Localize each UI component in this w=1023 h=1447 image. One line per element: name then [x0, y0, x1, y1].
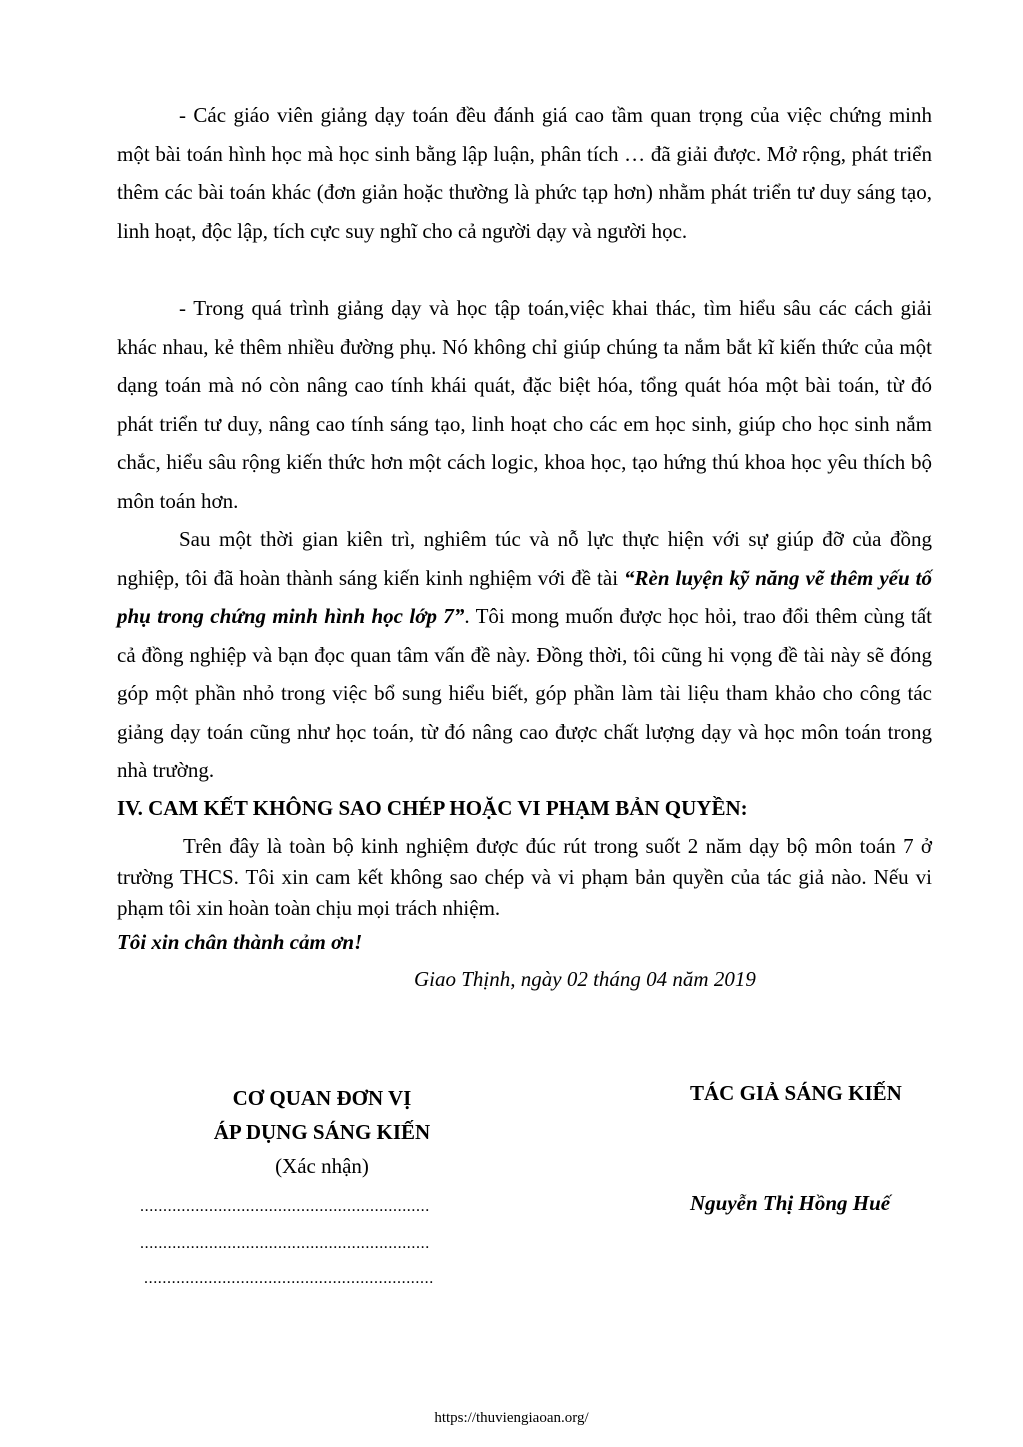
dotted-line-1: ............................................................... — [140, 1198, 430, 1215]
section-heading: IV. CAM KẾT KHÔNG SAO CHÉP HOẶC VI PHẠM BẢN QUYỀN: — [117, 796, 748, 820]
agency-title-line-1: CƠ QUAN ĐƠN VỊ — [232, 1086, 412, 1110]
date-line: Giao Thịnh, ngày 02 tháng 04 năm 2019 — [414, 967, 756, 991]
author-name: Nguyễn Thị Hồng Huế — [690, 1191, 891, 1215]
footer-url: https://thuviengiaoan.org/ — [434, 1410, 589, 1426]
agency-title-line-2: ÁP DỤNG SÁNG KIẾN — [213, 1120, 431, 1144]
paragraph-teaching-process: - Trong quá trình giảng dạy và học tập toán,việc khai thác, tìm hiểu sâu các cách giải khác nhau, kẻ thêm nhiều đường phụ. Nó không chỉ giúp chúng ta nắm bắt kĩ kiến thức của một dạng toán mà nó còn nâng cao tính khái quát, đặc biệt hóa, tổng quát hóa một bài toán, từ đó phát triển tư duy, nâng cao tính sáng tạo, linh hoạt cho các em học sinh, giúp cho học sinh nắm chắc, hiểu sâu rộng kiến thức hơn một cách logic, khoa học, tạo hứng thú khoa học yêu thích bộ môn toán hơn. — [117, 296, 932, 513]
paragraph-conclusion: Sau một thời gian kiên trì, nghiêm túc và nỗ lực thực hiện với sự giúp đỡ của đồng nghiệp, tôi đã hoàn thành sáng kiến kinh nghiệm với đề tài “Rèn luyện kỹ năng vẽ thêm yếu tố phụ trong chứng minh hình học lớp 7”. Tôi mong muốn được học hỏi, trao đổi thêm cùng tất cả đồng nghiệp và bạn đọc quan tâm vấn đề này. Đồng thời, tôi cũng hi vọng đề tài này sẽ đóng góp một phần nhỏ trong việc bổ sung hiểu biết, góp phần làm tài liệu tham khảo cho công tác giảng dạy toán cũng như học toán, từ đó nâng cao được chất lượng dạy và học môn toán trong nhà trường. — [117, 527, 933, 782]
agency-signature-block — [130, 1081, 514, 1183]
author-signature-title: TÁC GIẢ SÁNG KIẾN — [690, 1081, 902, 1105]
paragraph-importance: - Các giáo viên giảng dạy toán đều đánh giá cao tầm quan trọng của việc chứng minh một bài toán hình học mà học sinh bằng lập luận, phân tích … đã giải được. Mở rộng, phát triển thêm các bài toán khác (đơn giản hoặc thường là phức tạp hơn) nhằm phát triển tư duy sáng tạo, linh hoạt, độc lập, tích cực suy nghĩ cho cả người dạy và người học. — [117, 103, 932, 243]
dotted-line-2: ............................................................... — [140, 1235, 430, 1252]
confirmation-note: (Xác nhận) — [275, 1154, 369, 1178]
commitment-paragraph: Trên đây là toàn bộ kinh nghiệm được đúc rút trong suốt 2 năm dạy bộ môn toán 7 ở trường THCS. Tôi xin cam kết không sao chép và vi phạm bản quyền của tác giả nào. Nếu vi phạm tôi xin hoàn toàn chịu mọi trách nhiệm. — [117, 834, 932, 920]
initiative-title: “Rèn luyện kỹ năng vẽ thêm yếu tố phụ trong chứng minh hình học lớp 7” — [117, 565, 932, 628]
dotted-line-3: ............................................................... — [144, 1270, 434, 1287]
thanks-line: Tôi xin chân thành cảm ơn! — [117, 930, 363, 954]
